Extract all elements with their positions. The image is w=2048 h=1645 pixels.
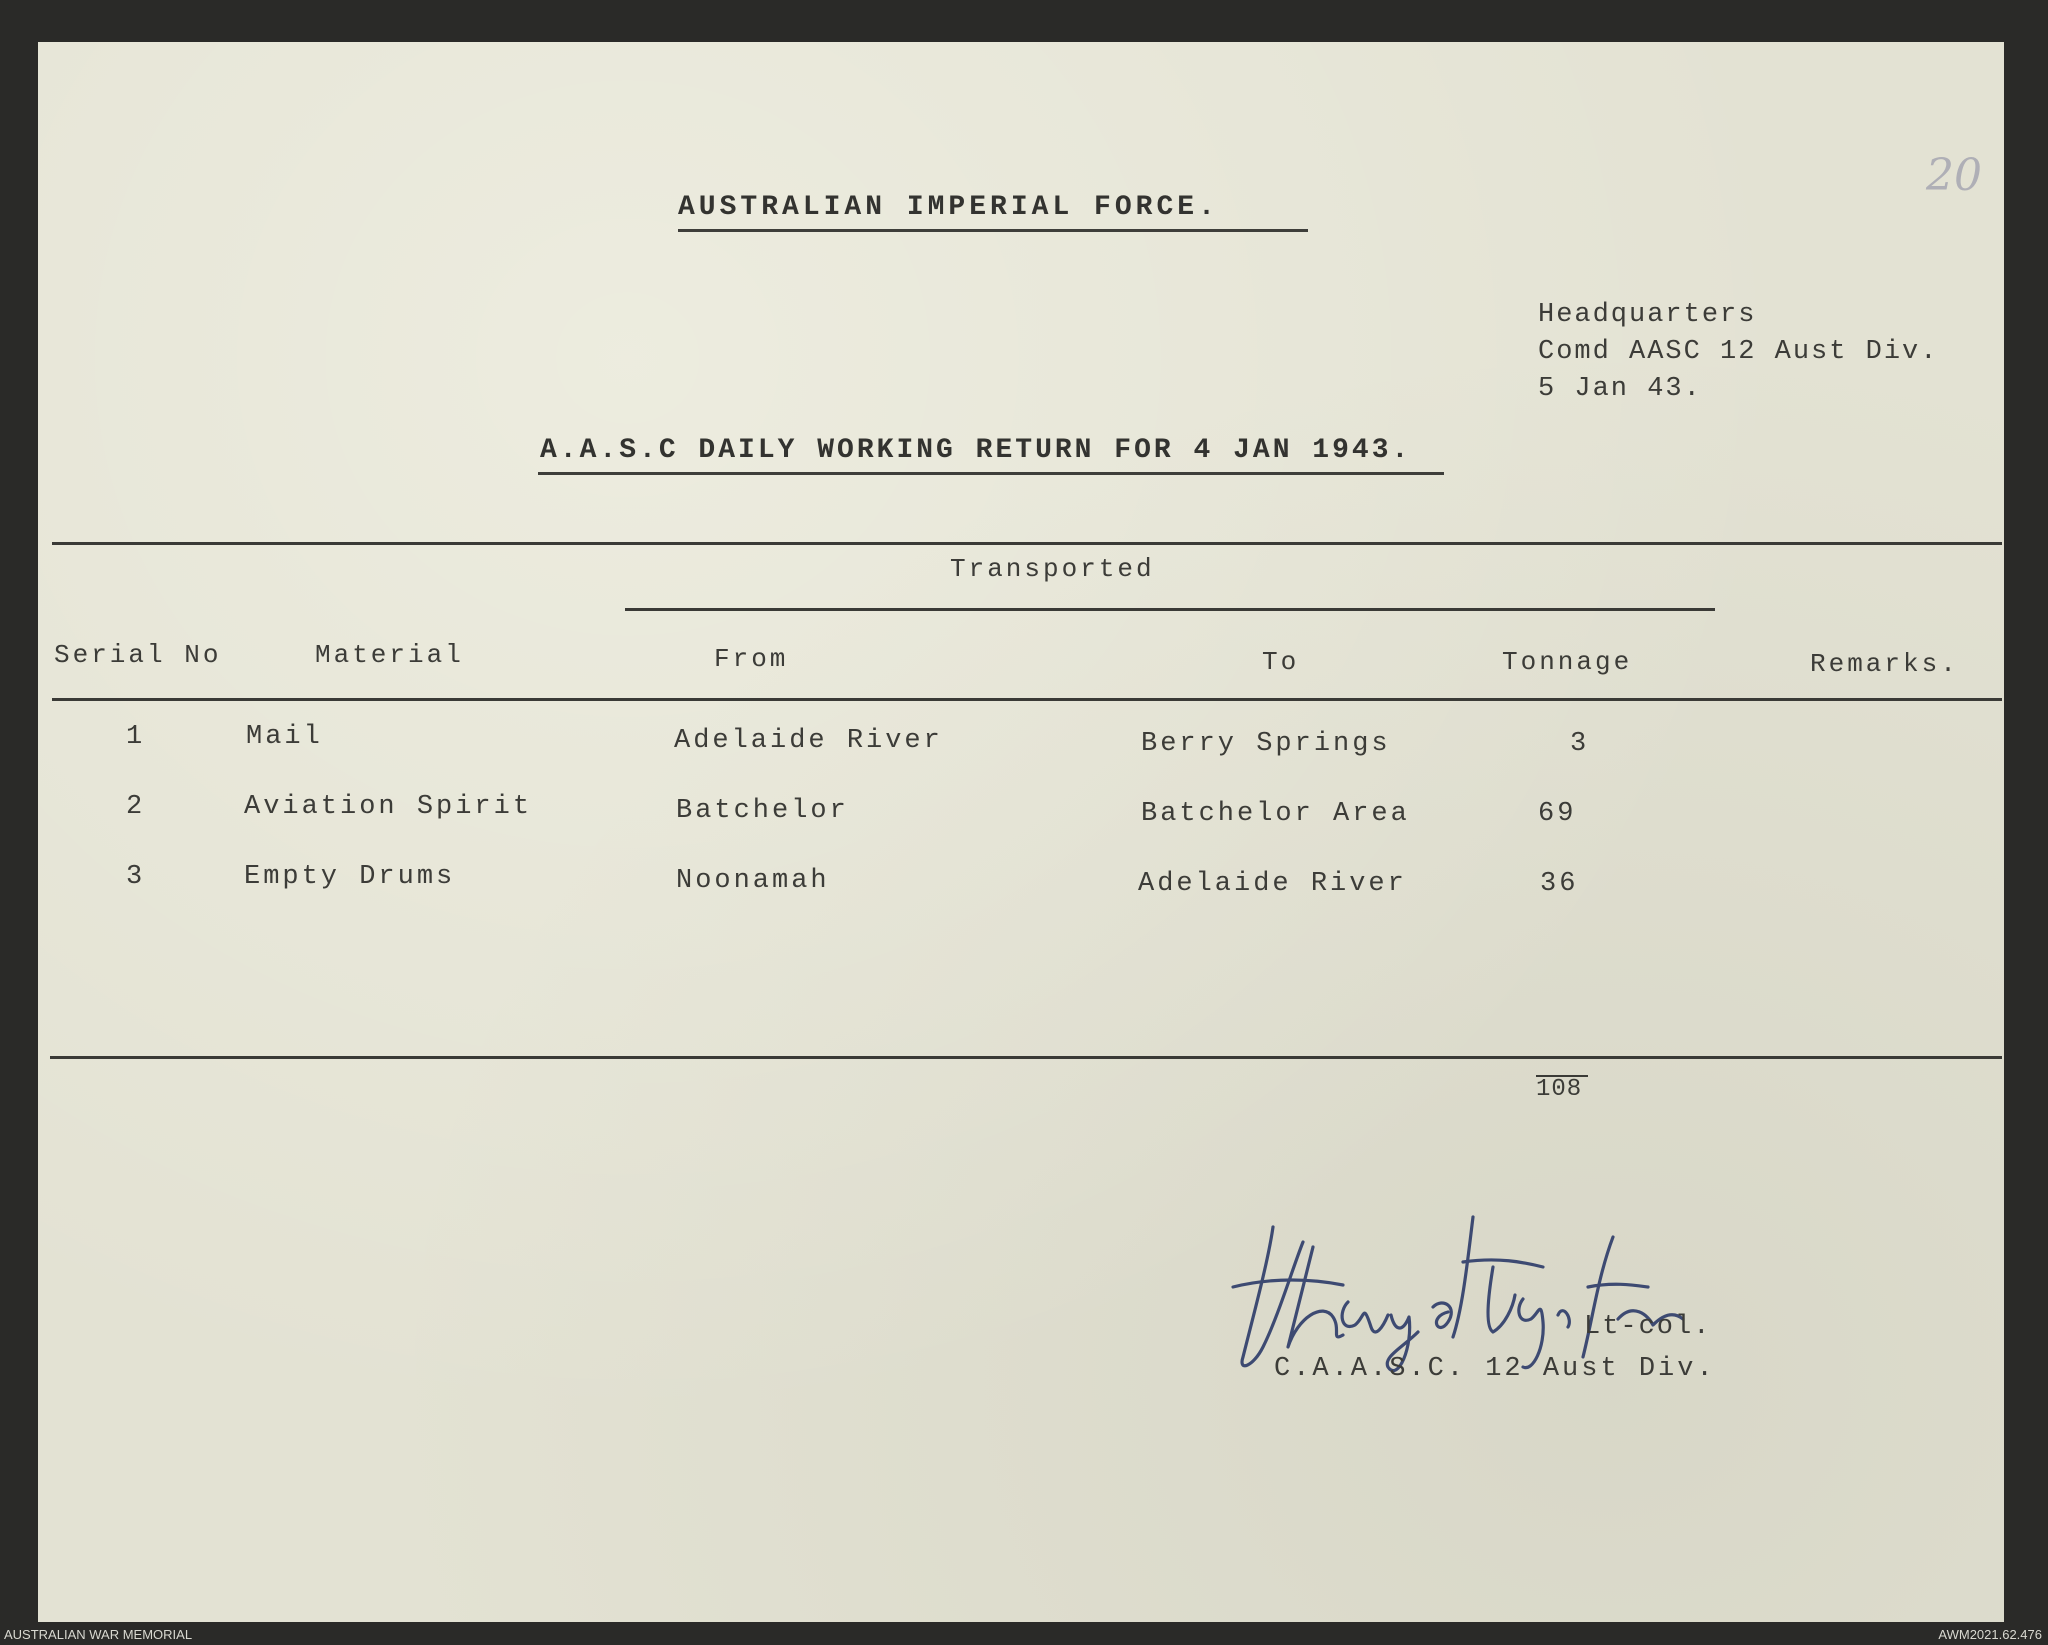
table-bottom-rule xyxy=(50,1056,2002,1059)
footer-left: AUSTRALIAN WAR MEMORIAL xyxy=(4,1627,193,1642)
row-to: Berry Springs xyxy=(1141,729,1391,759)
row-tonnage: 3 xyxy=(1570,729,1590,759)
signatory-unit: C.A.A.S.C. 12 Aust Div. xyxy=(1274,1354,1716,1384)
row-to: Batchelor Area xyxy=(1141,799,1410,829)
row-material: Aviation Spirit xyxy=(244,792,533,822)
header-line-2: Comd AASC 12 Aust Div. xyxy=(1538,337,1939,367)
document-page xyxy=(38,42,2004,1622)
row-to: Adelaide River xyxy=(1138,869,1407,899)
row-serial: 2 xyxy=(126,792,146,822)
column-header-serial: Serial No xyxy=(54,640,222,670)
column-header-tonnage: Tonnage xyxy=(1502,647,1633,677)
row-tonnage: 69 xyxy=(1538,799,1577,829)
column-header-from: From xyxy=(714,644,789,674)
title-underline xyxy=(678,229,1308,232)
row-serial: 1 xyxy=(126,722,146,752)
row-from: Noonamah xyxy=(676,866,830,896)
group-header-rule xyxy=(625,608,1715,611)
row-from: Adelaide River xyxy=(674,726,943,756)
group-header-transported: Transported xyxy=(950,554,1155,584)
column-header-material: Material xyxy=(315,640,464,670)
return-title: A.A.S.C DAILY WORKING RETURN FOR 4 JAN 1943. xyxy=(540,435,1412,466)
row-material: Empty Drums xyxy=(244,862,456,892)
return-title-underline xyxy=(538,472,1444,475)
document-title: AUSTRALIAN IMPERIAL FORCE. xyxy=(678,192,1219,223)
pencil-page-number: 20 xyxy=(1926,150,1982,201)
header-line-3: 5 Jan 43. xyxy=(1538,374,1702,404)
footer-right: AWM2021.62.476 xyxy=(1938,1627,2042,1642)
row-material: Mail xyxy=(246,722,323,752)
column-header-to: To xyxy=(1262,647,1300,677)
row-serial: 3 xyxy=(126,862,146,892)
tonnage-total: 108 xyxy=(1536,1076,1583,1103)
row-tonnage: 36 xyxy=(1540,869,1579,899)
table-top-rule xyxy=(52,542,2002,545)
header-bottom-rule xyxy=(52,698,2002,701)
signatory-rank: Lt-col. xyxy=(1584,1312,1712,1342)
row-from: Batchelor xyxy=(676,796,849,826)
header-line-1: Headquarters xyxy=(1538,300,1757,330)
column-header-remarks: Remarks. xyxy=(1810,649,1959,679)
